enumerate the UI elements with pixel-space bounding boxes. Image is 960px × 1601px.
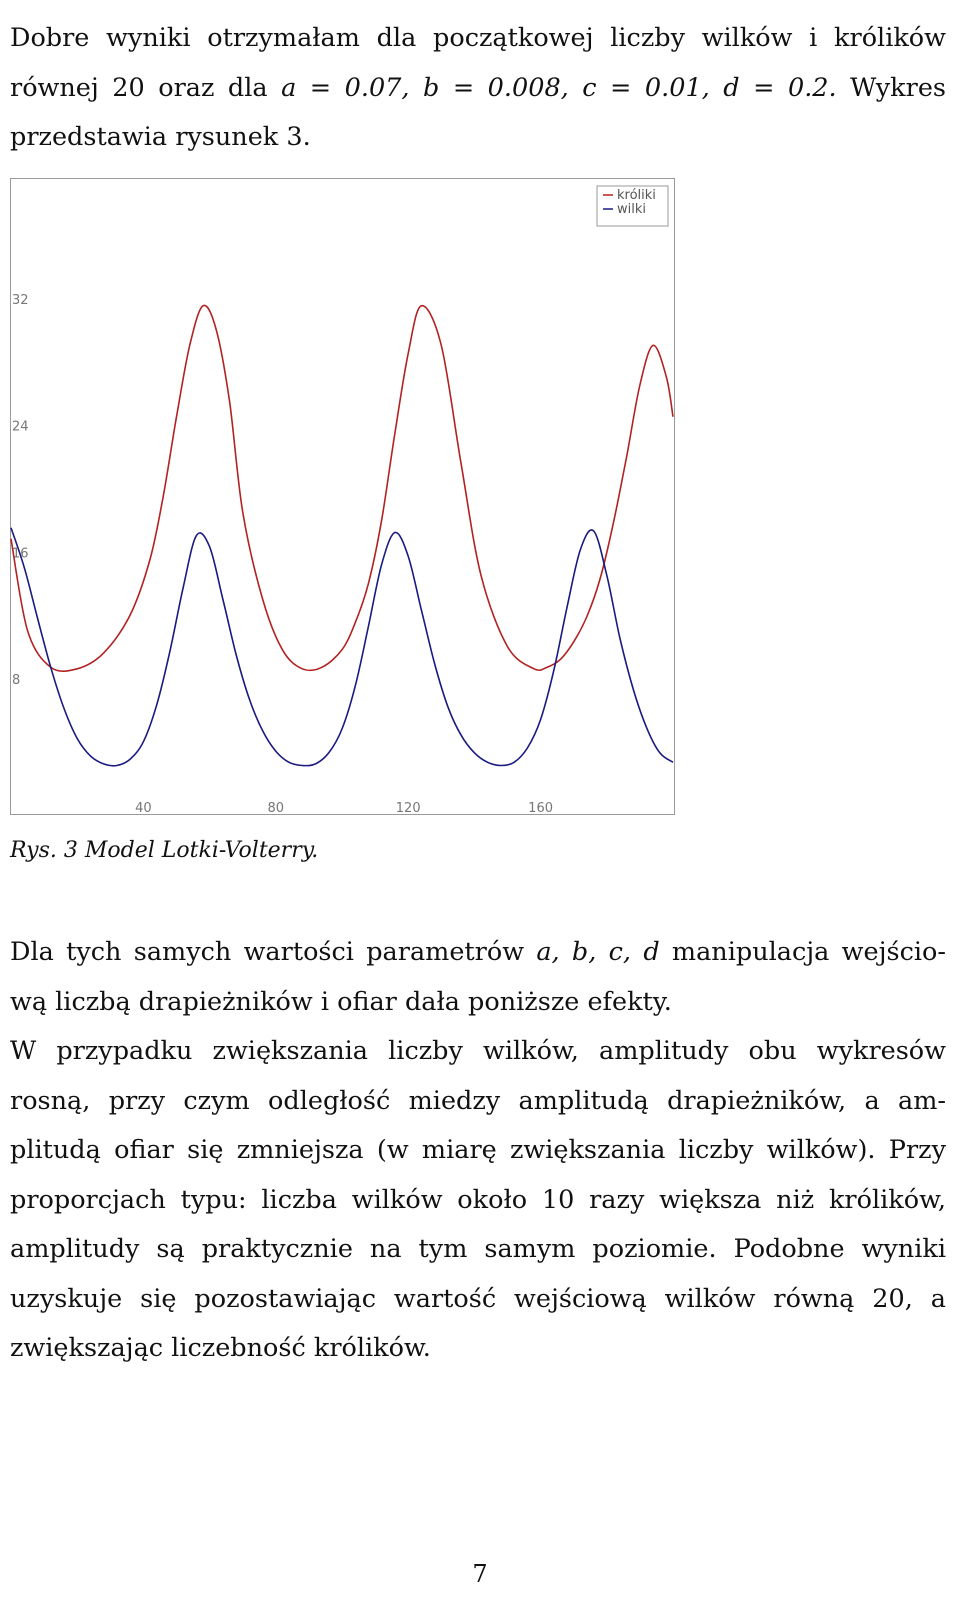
param-list: a, b, c, d <box>536 937 660 967</box>
x-tick-label: 120 <box>395 801 421 815</box>
para-line-1-text-b: manipulacja wejścio- <box>659 937 946 967</box>
figure-caption: Rys. 3 Model Lotki-Volterry. <box>10 838 319 863</box>
para-line-6: proporcjach typu: liczba wilków około 10 razy większa niż królików, <box>10 1184 946 1215</box>
para-line-1 <box>10 928 946 978</box>
para-line-4: rosną, przy czym odległość miedzy amplitudą drapieżników, a am- <box>10 1085 946 1116</box>
para-line-5: plitudą ofiar się zmniejsza (w miarę zwiększania liczby wilków). Przy <box>10 1135 946 1165</box>
para-line-1-text-a: Dla tych samych wartości parametrów <box>10 937 537 967</box>
discussion-paragraph <box>10 928 946 1374</box>
intro-line-3: przedstawia rysunek 3. <box>10 122 311 152</box>
y-tick-label: 24 <box>12 419 29 435</box>
intro-paragraph <box>10 14 946 163</box>
intro-text-end: Wykres <box>850 72 946 103</box>
page-number: 7 <box>472 1560 488 1588</box>
intro-line-2 <box>10 64 946 114</box>
para-line-3: W przypadku zwiększania liczby wilków, amplitudy obu wykresów <box>10 1036 946 1066</box>
intro-text: równej 20 oraz dla <box>10 72 282 103</box>
y-tick-label: 16 <box>12 546 29 562</box>
x-tick-label: 40 <box>135 801 152 815</box>
param-a: a = 0.07, <box>281 72 423 103</box>
para-line-7: amplitudy są praktycznie na tym samym poziomie. Podobne wyniki <box>10 1234 946 1264</box>
param-b: b = 0.008, <box>423 72 583 103</box>
legend-label: wilki <box>617 202 646 217</box>
chart-frame <box>11 179 675 815</box>
intro-line-1: Dobre wyniki otrzymałam dla początkowej liczby wilków i królików <box>10 23 946 53</box>
x-tick-label: 160 <box>528 801 554 815</box>
param-d: d = 0.2. <box>723 72 851 103</box>
lotka-volterra-chart <box>10 178 675 815</box>
para-line-9: zwiększając liczebność królików. <box>10 1333 431 1363</box>
para-line-8: uzyskuje się pozostawiając wartość wejściową wilków równą 20, a <box>10 1283 946 1314</box>
legend-label: króliki <box>617 188 656 203</box>
para-line-2: wą liczbą drapieżników i ofiar dała poniższe efekty. <box>10 986 672 1017</box>
y-tick-label: 32 <box>12 292 29 308</box>
chart-legend <box>597 186 668 226</box>
x-tick-label: 80 <box>267 801 285 815</box>
y-tick-label: 8 <box>12 673 21 689</box>
param-c: c = 0.01, <box>582 72 724 103</box>
